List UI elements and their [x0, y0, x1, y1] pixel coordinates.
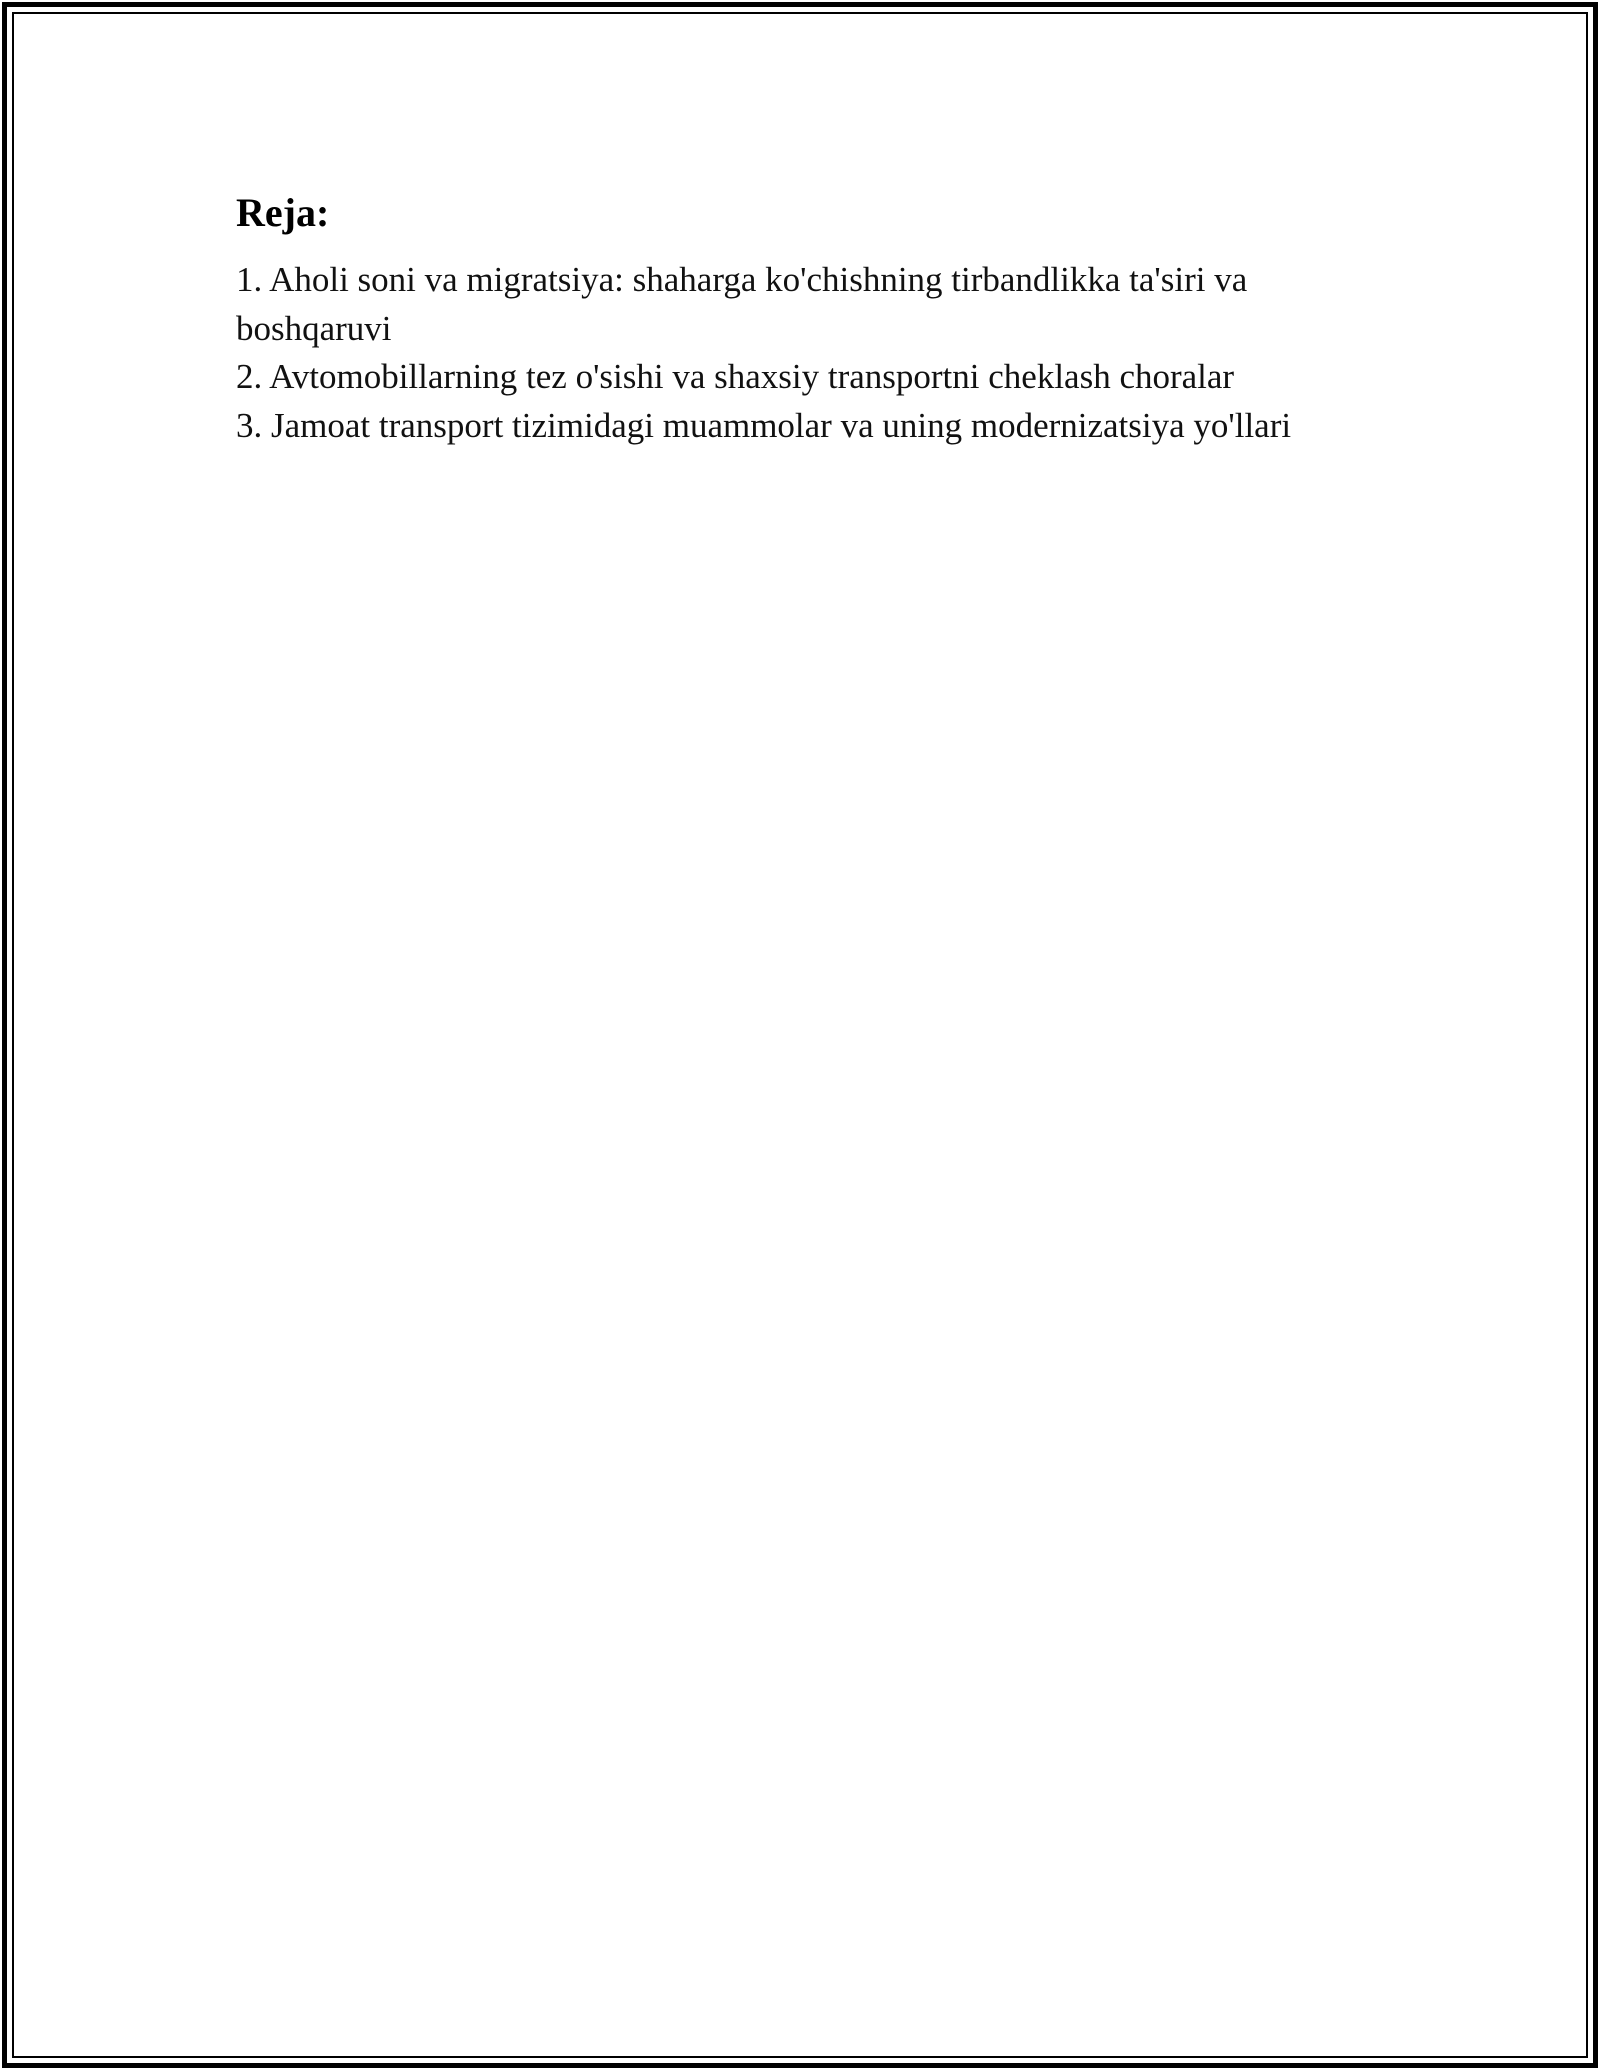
- plan-item-3: 3. Jamoat transport tizimidagi muammolar va uning modernizatsiya yo'llari: [236, 405, 1292, 445]
- plan-list: [236, 256, 1366, 450]
- plan-item-1: 1. Aholi soni va migratsiya: shaharga ko'chishning tirbandlikka ta'siri va boshqaruvi: [236, 260, 1248, 348]
- page-heading: Reja:: [236, 190, 330, 235]
- plan-item-2: 2. Avtomobillarning tez o'sishi va shaxsiy transportni cheklash choralar: [236, 357, 1235, 396]
- page-content: [236, 186, 1366, 450]
